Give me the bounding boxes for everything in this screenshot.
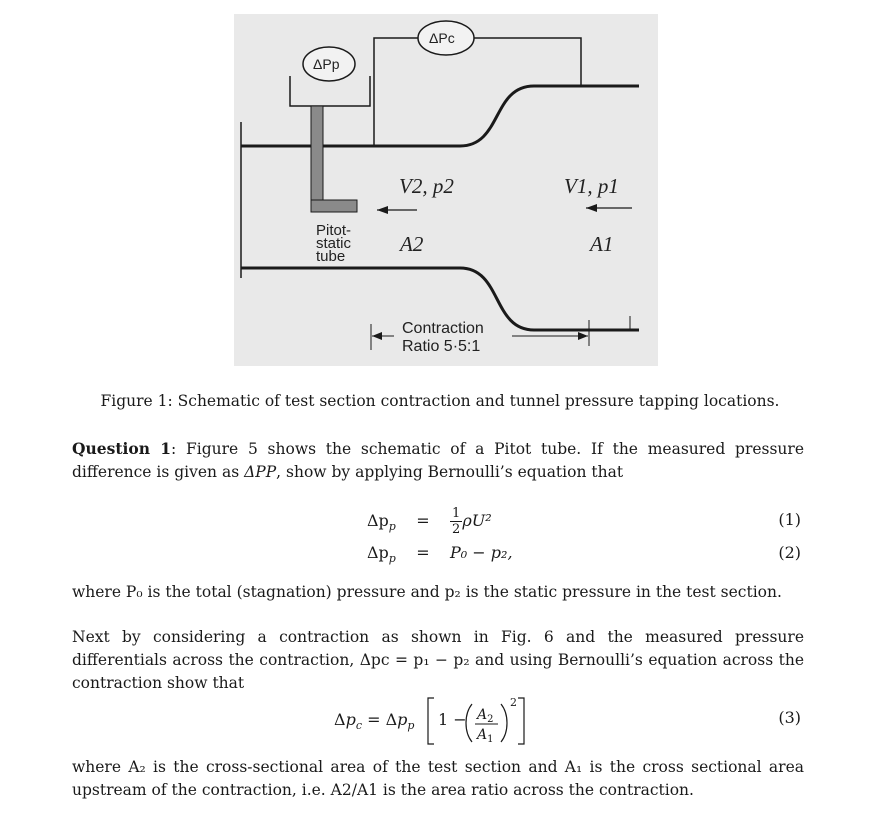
arrowhead-icon (372, 332, 382, 340)
label-a2: A2 (400, 232, 424, 256)
label-a1: A1 (590, 232, 614, 256)
equation-3-number: (3) (778, 708, 801, 727)
equation-2-number: (2) (778, 543, 801, 562)
label-v1-p1: V1, p1 (564, 174, 619, 198)
eq1-lhs: Δp (367, 511, 389, 530)
equation-3 (334, 692, 554, 748)
eq1-numerator: 1 (452, 506, 461, 521)
eq2-lhs: Δp (367, 543, 389, 562)
svg-text:Δpc = Δpp: $\Delta p_c = \Delta p_p$ (334, 710, 415, 732)
eq1-lhs-sub: p (388, 520, 396, 534)
contraction-label (402, 320, 484, 356)
pitot-label-line3: tube (316, 248, 346, 265)
arrowhead-icon (377, 206, 388, 214)
eq2-equals: = (416, 543, 430, 562)
eq2-rhs: P₀ − p₂, (450, 543, 513, 562)
pitot-label-line2: static (316, 235, 352, 252)
question-text-b: , show by applying Bernoulli’s equation that (276, 463, 624, 481)
upper-wall (241, 86, 639, 146)
where-paragraph-2: where A₂ is the cross-sectional area of the test section and A₁ is the cross sectional area upstream of the contraction, i.e. A2/A1 is the area ratio across the contraction. (72, 758, 804, 799)
svg-text:2: 2 (510, 696, 517, 709)
gauge-pc-label: ΔPc (429, 30, 455, 46)
pitot-tip (311, 200, 357, 212)
label-v2-p2: V2, p2 (399, 174, 454, 198)
eq2-lhs-sub: p (388, 552, 396, 566)
equation-2 (367, 543, 513, 565)
eq1-rhs: ρU² (462, 511, 492, 530)
question-text-a: : Figure 5 shows the schematic of a Pitot tube. If the measured pressure difference is given as (72, 440, 804, 481)
svg-text:1 −: 1 − (438, 710, 467, 729)
eq1-denominator: 2 (452, 522, 461, 537)
pitot-label (316, 224, 351, 263)
question-paragraph (72, 437, 804, 484)
contraction-label-line2: Ratio 5·5:1 (402, 338, 481, 355)
arrowhead-icon (578, 332, 588, 340)
contraction-label-line1: Contraction (402, 320, 484, 337)
pitot-label-line1: Pitot- (316, 222, 352, 239)
svg-text:A1: $A_1$ (477, 727, 494, 745)
question-heading: Question 1 (72, 439, 172, 458)
equation-1-number: (1) (778, 510, 801, 529)
symbol-delta-pp: ΔPP (244, 463, 277, 481)
equation-1 (367, 506, 492, 537)
pc-tubing (374, 38, 581, 146)
eq1-equals: = (416, 511, 430, 530)
contraction-paragraph: Next by considering a contraction as shown in Fig. 6 and the measured pressure differentials across the contraction, Δpc = p₁ − p₂ and using Bernoulli’s equation across the contraction show that (72, 628, 804, 692)
schematic-figure (234, 14, 658, 366)
figure-caption: Figure 1: Schematic of test section contraction and tunnel pressure tapping locations. (100, 392, 780, 410)
eq1-fraction (450, 506, 462, 537)
pitot-stem (311, 106, 323, 206)
gauge-pp-label: ΔPp (313, 56, 340, 72)
where-paragraph-1: where P₀ is the total (stagnation) pressure and p₂ is the static pressure in the test section. (72, 583, 782, 601)
arrowhead-icon (586, 204, 597, 212)
svg-text:A2: $A_2$ (477, 707, 494, 725)
equation-3-drawing (334, 692, 554, 748)
